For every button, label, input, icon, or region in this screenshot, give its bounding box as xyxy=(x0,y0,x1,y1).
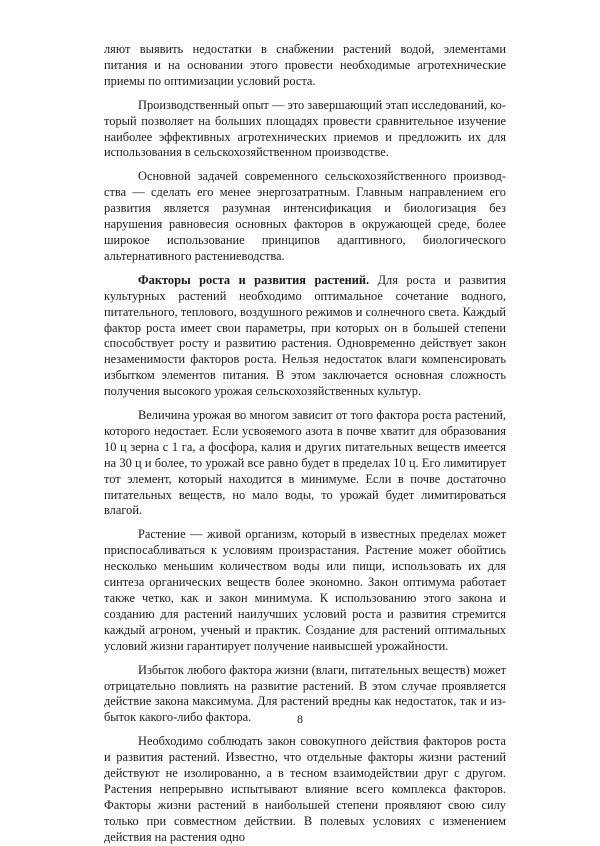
paragraph-1 xyxy=(104,42,506,90)
paragraph-3 xyxy=(104,169,506,264)
paragraph-4-text: Для роста и развития культурных растений необходимо оптимальное сочетание водного, питательного, теплового, воздушного режимов и солнечного света. Каждый фактор роста имеет свои параметры, при которых он в большей степени способствует росту и развитию растения. Одновременно действует закон незаменимости факторов роста. Нельзя недостаток влаги компенсировать избытком элементов питания. В этом заключается основная сложность получения высокого урожая сельскохозяйственных культур. xyxy=(104,272,506,399)
paragraph-8-text: Необходимо соблюдать закон совокупного действия факторов роста и развития растений. Известно, что отдельные факторы жизни растений действуют не изолированно, а в тесном взаимодействии друг с другом. Растения непрерывно испытывают влияние всего комплекса факторов. Факторы жизни растений в наибольшей степени проявляют свою силу только при совместном действии. В полевых условиях с изменением действия на растения одно xyxy=(104,734,506,844)
page-number: 8 xyxy=(297,712,303,726)
paragraph-6-text: Растение — живой организм, который в известных пределах может приспосабливаться к условиям произрастания. Растение может обойтись несколько меньшим количеством воды или пищи, использовать их для синтеза органических веществ более экономно. Закон оптимума работает также четко, как и закон минимума. К использованию этого закона и созданию для растений наилучших условий роста и развития стремится каждый агроном, ученый и практик. Создание для растений оптимальных условий жизни гарантирует получение наивысшей урожайности. xyxy=(104,527,506,653)
paragraph-6 xyxy=(104,527,506,654)
section-heading-growth-factors: Факторы роста и развития растений. xyxy=(138,272,370,287)
paragraph-8 xyxy=(104,734,506,845)
paragraph-2 xyxy=(104,98,506,162)
paragraph-5-text: Величина урожая во многом зависит от того фактора роста растений, которого недостает. Если усвояемого азота в почве хватит для образования 10 ц зерна с 1 га, а фосфора, калия и других питательных веществ имеется на 30 ц и более, то урожай все равно будет в пределах 10 ц. Его лимитирует тот элемент, который находится в минимуме. Если в почве достаточно питательных веществ, но мало воды, то урожай будет лимитироваться влагой. xyxy=(104,408,506,518)
paragraph-5 xyxy=(104,408,506,519)
paragraph-1-text: ляют выявить недостатки в снабжении растений водой, элементами питания и на основании этого провести необходимые агротехнические приемы по оптимизации условий роста. xyxy=(104,42,506,88)
paragraph-2-text: Производственный опыт — это завершающий этап исследований, который позволяет на больших площадях провести сравнительное изучение наиболее эффективных агротехнических приемов и предложить их для использования в сельскохозяйственном производстве. xyxy=(104,97,506,160)
paragraph-4 xyxy=(104,273,506,400)
paragraph-3-text: Основной задачей современного сельскохозяйственного производства — сделать его менее энергозатратным. Главным направлением его развития является разумная интенсификация и биологизация без нарушения равновесия основных факторов в окружающей среде, более широкое использование принципов адаптивного, биологического альтернативного растениеводства. xyxy=(104,169,506,263)
paragraph-7-text: Избыток любого фактора жизни (влаги, питательных веществ) может отрицательно повлиять на развитие растений. В этом случае проявляется действие закона максимума. Для растений вредны как недостаток, так и избыток какого-либо фактора. xyxy=(104,662,506,725)
